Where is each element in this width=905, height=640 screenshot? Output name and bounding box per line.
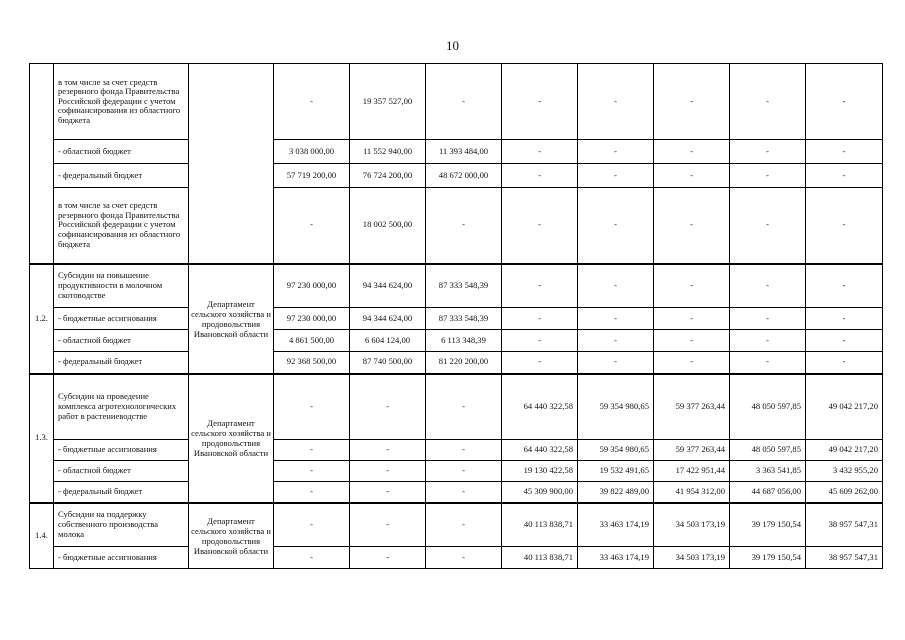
table-row [30, 164, 883, 188]
amount-cell: - [578, 188, 654, 264]
amount-cell: 41 954 312,00 [654, 482, 730, 503]
indicator-name: - бюджетные ассигнования [54, 547, 189, 569]
amount-cell: 59 354 980,65 [578, 374, 654, 440]
amount-cell: 4 861 500,00 [274, 330, 350, 352]
amount-cell: 34 503 173,19 [654, 503, 730, 547]
amount-cell: - [350, 503, 426, 547]
amount-cell: 45 309 900,00 [502, 482, 578, 503]
table-row [30, 440, 883, 461]
amount-cell: - [502, 188, 578, 264]
amount-cell: 19 532 491,65 [578, 461, 654, 482]
row-number: 1.3. [30, 374, 54, 503]
table-row [30, 140, 883, 164]
amount-cell: 39 179 150,54 [730, 547, 806, 569]
amount-cell: - [730, 264, 806, 308]
amount-cell: 33 463 174,19 [578, 547, 654, 569]
amount-cell: 3 432 955,20 [806, 461, 883, 482]
amount-cell: - [350, 374, 426, 440]
amount-cell: 40 113 838,71 [502, 503, 578, 547]
amount-cell: 49 042 217,20 [806, 440, 883, 461]
table-row [30, 482, 883, 503]
amount-cell: 44 687 056,00 [730, 482, 806, 503]
table-row [30, 64, 883, 140]
amount-cell: - [730, 188, 806, 264]
amount-cell: 18 002 500,00 [350, 188, 426, 264]
amount-cell: - [274, 482, 350, 503]
amount-cell: 34 503 173,19 [654, 547, 730, 569]
table-row [30, 352, 883, 374]
responsible-department: Департамент сельского хозяйства и продовольствия Ивановской области [189, 503, 274, 569]
amount-cell: - [426, 440, 502, 461]
table-row [30, 374, 883, 440]
amount-cell: - [274, 547, 350, 569]
amount-cell: 33 463 174,19 [578, 503, 654, 547]
amount-cell: - [578, 352, 654, 374]
amount-cell: - [654, 308, 730, 330]
amount-cell: 39 179 150,54 [730, 503, 806, 547]
amount-cell: 97 230 000,00 [274, 308, 350, 330]
amount-cell: - [274, 188, 350, 264]
amount-cell: - [502, 352, 578, 374]
amount-cell: - [274, 503, 350, 547]
amount-cell: - [654, 264, 730, 308]
amount-cell: 48 050 597,85 [730, 374, 806, 440]
amount-cell: 3 038 000,00 [274, 140, 350, 164]
amount-cell: - [730, 352, 806, 374]
amount-cell: - [502, 330, 578, 352]
amount-cell: - [426, 461, 502, 482]
indicator-name: - федеральный бюджет [54, 352, 189, 374]
indicator-name: Субсидии на поддержку собственного производства молока [54, 503, 189, 547]
amount-cell: 3 363 541,85 [730, 461, 806, 482]
amount-cell: - [274, 374, 350, 440]
amount-cell: 94 344 624,00 [350, 264, 426, 308]
amount-cell: - [274, 64, 350, 140]
indicator-name: - областной бюджет [54, 140, 189, 164]
table-row [30, 188, 883, 264]
amount-cell: - [806, 352, 883, 374]
amount-cell: 59 354 980,65 [578, 440, 654, 461]
row-number [30, 64, 54, 264]
amount-cell: - [654, 164, 730, 188]
amount-cell: - [274, 461, 350, 482]
responsible-department [189, 64, 274, 264]
row-number: 1.4. [30, 503, 54, 569]
table-row [30, 264, 883, 308]
amount-cell: 94 344 624,00 [350, 308, 426, 330]
indicator-name: в том числе за счет средств резервного фонда Правительства Российской федерации с учетом софинансирования из областного бюджета [54, 188, 189, 264]
amount-cell: - [806, 64, 883, 140]
amount-cell: - [806, 164, 883, 188]
amount-cell: - [806, 188, 883, 264]
amount-cell: - [730, 64, 806, 140]
indicator-name: - областной бюджет [54, 461, 189, 482]
amount-cell: - [578, 64, 654, 140]
amount-cell: - [578, 264, 654, 308]
amount-cell: - [654, 140, 730, 164]
amount-cell: 97 230 000,00 [274, 264, 350, 308]
amount-cell: - [350, 440, 426, 461]
amount-cell: - [426, 64, 502, 140]
amount-cell: - [806, 264, 883, 308]
amount-cell: - [730, 140, 806, 164]
indicator-name: - федеральный бюджет [54, 164, 189, 188]
amount-cell: 38 957 547,31 [806, 547, 883, 569]
table-row [30, 330, 883, 352]
amount-cell: - [578, 140, 654, 164]
amount-cell: - [502, 64, 578, 140]
amount-cell: 19 130 422,58 [502, 461, 578, 482]
amount-cell: 48 050 597,85 [730, 440, 806, 461]
amount-cell: - [654, 352, 730, 374]
amount-cell: - [654, 330, 730, 352]
responsible-department: Департамент сельского хозяйства и продовольствия Ивановской области [189, 264, 274, 374]
indicator-name: в том числе за счет средств резервного фонда Правительства Российской федерации с учетом софинансирования из областного бюджета [54, 64, 189, 140]
amount-cell: 87 740 500,00 [350, 352, 426, 374]
amount-cell: 45 609 262,00 [806, 482, 883, 503]
indicator-name: - бюджетные ассигнования [54, 440, 189, 461]
amount-cell: - [350, 461, 426, 482]
amount-cell: - [730, 308, 806, 330]
amount-cell: - [502, 140, 578, 164]
amount-cell: - [426, 503, 502, 547]
amount-cell: - [806, 330, 883, 352]
table-row [30, 461, 883, 482]
indicator-name: Субсидии на проведение комплекса агротехнологических работ в растениеводстве [54, 374, 189, 440]
amount-cell: 48 672 000,00 [426, 164, 502, 188]
amount-cell: 39 822 489,00 [578, 482, 654, 503]
amount-cell: 57 719 200,00 [274, 164, 350, 188]
budget-table [29, 63, 883, 569]
amount-cell: - [654, 64, 730, 140]
indicator-name: - бюджетные ассигнования [54, 308, 189, 330]
amount-cell: - [806, 140, 883, 164]
responsible-department: Департамент сельского хозяйства и продовольствия Ивановской области [189, 374, 274, 503]
amount-cell: - [350, 482, 426, 503]
amount-cell: - [426, 188, 502, 264]
amount-cell: - [730, 330, 806, 352]
amount-cell: - [502, 264, 578, 308]
amount-cell: 11 393 484,00 [426, 140, 502, 164]
amount-cell: - [426, 482, 502, 503]
amount-cell: 38 957 547,31 [806, 503, 883, 547]
amount-cell: 81 220 200,00 [426, 352, 502, 374]
indicator-name: - федеральный бюджет [54, 482, 189, 503]
amount-cell: - [806, 308, 883, 330]
amount-cell: 49 042 217,20 [806, 374, 883, 440]
amount-cell: - [350, 547, 426, 569]
amount-cell: 59 377 263,44 [654, 374, 730, 440]
amount-cell: - [502, 308, 578, 330]
amount-cell: - [578, 164, 654, 188]
amount-cell: - [578, 330, 654, 352]
amount-cell: 40 113 838,71 [502, 547, 578, 569]
amount-cell: 17 422 951,44 [654, 461, 730, 482]
amount-cell: 87 333 548,39 [426, 264, 502, 308]
row-number: 1.2. [30, 264, 54, 374]
amount-cell: 59 377 263,44 [654, 440, 730, 461]
page-number: 10 [446, 38, 459, 53]
amount-cell: - [730, 164, 806, 188]
amount-cell: 19 357 527,00 [350, 64, 426, 140]
amount-cell: 64 440 322,58 [502, 440, 578, 461]
table-row [30, 503, 883, 547]
amount-cell: 64 440 322,58 [502, 374, 578, 440]
amount-cell: - [578, 308, 654, 330]
table-row [30, 547, 883, 569]
amount-cell: - [274, 440, 350, 461]
amount-cell: 87 333 548,39 [426, 308, 502, 330]
table-row [30, 308, 883, 330]
amount-cell: 76 724 200,00 [350, 164, 426, 188]
amount-cell: 92 368 500,00 [274, 352, 350, 374]
indicator-name: Субсидии на повышение продуктивности в молочном скотоводстве [54, 264, 189, 308]
amount-cell: - [426, 547, 502, 569]
indicator-name: - областной бюджет [54, 330, 189, 352]
amount-cell: 6 604 124,00 [350, 330, 426, 352]
amount-cell: - [654, 188, 730, 264]
amount-cell: 11 552 940,00 [350, 140, 426, 164]
amount-cell: - [502, 164, 578, 188]
amount-cell: - [426, 374, 502, 440]
amount-cell: 6 113 348,39 [426, 330, 502, 352]
